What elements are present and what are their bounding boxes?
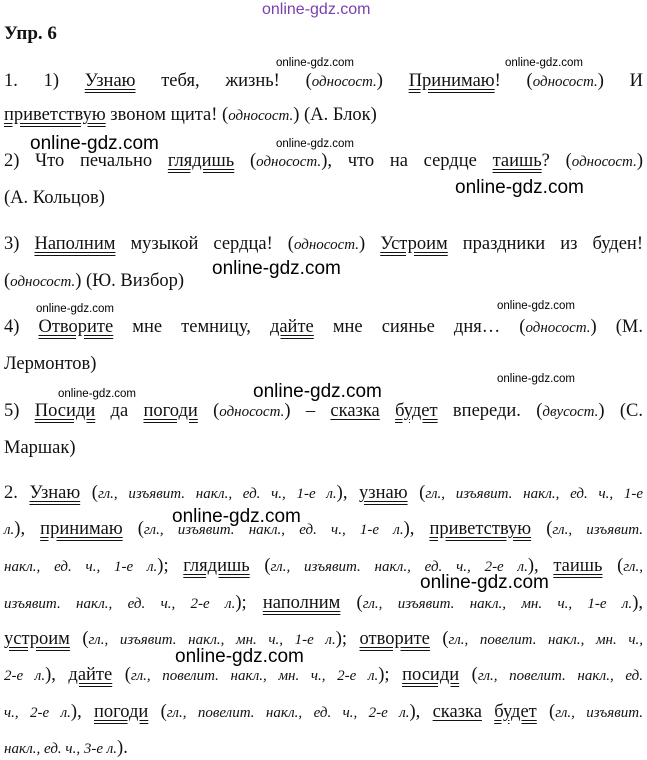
- text-line: [4, 233, 643, 256]
- text-run: [482, 702, 494, 722]
- text-line: [4, 437, 643, 459]
- predicate-word: таишь: [553, 556, 603, 576]
- text-run: (: [122, 519, 144, 539]
- predicate-word: посиди: [402, 665, 460, 685]
- grammar-note: односост.: [525, 320, 591, 336]
- text-line: [4, 518, 643, 541]
- text-run: тебя, жизнь! (: [135, 71, 312, 91]
- text-run: (: [80, 483, 98, 503]
- text-run: ? (: [541, 151, 572, 171]
- text-line: [4, 353, 643, 375]
- text-line: [4, 316, 643, 339]
- grammar-note: гл., повелит. накл., ед.: [477, 668, 643, 684]
- text-run: 1. 1): [4, 71, 85, 91]
- watermark: online-gdz.com: [212, 258, 341, 279]
- subject-word: сказка: [432, 702, 482, 722]
- watermark: online-gdz.com: [505, 57, 583, 69]
- predicate-word: Устроим: [380, 234, 448, 254]
- text-run: праздники из буден!: [447, 234, 643, 254]
- predicate-word: дайте: [68, 665, 113, 685]
- predicate-word: глядишь: [167, 151, 235, 171]
- text-run: ),: [409, 702, 433, 722]
- text-run: [380, 401, 395, 421]
- text-line: [4, 664, 643, 687]
- predicate-word: Наполним: [34, 234, 116, 254]
- watermark: online-gdz.com: [30, 133, 159, 154]
- grammar-note: гл., повелит. накл., ед. ч., 2-е л.: [166, 705, 410, 721]
- text-run: ),: [14, 519, 41, 539]
- grammar-note: гл., изъявит. накл., мн. ч., 1-е л.: [362, 596, 633, 612]
- text-run: 2) Что печально: [4, 151, 168, 171]
- text-run: (: [429, 629, 449, 649]
- watermark: online-gdz.com: [497, 373, 575, 385]
- watermark: online-gdz.com: [253, 381, 382, 402]
- predicate-word: Узнаю: [29, 483, 81, 503]
- predicate-word: погоди: [143, 401, 198, 421]
- grammar-note: гл., изъявит.: [555, 705, 643, 721]
- grammar-note: гл., изъявит. накл., мн. ч., 1-е л.: [88, 632, 336, 648]
- text-run: (: [148, 702, 167, 722]
- watermark: online-gdz.com: [58, 388, 136, 400]
- text-line: [4, 400, 643, 423]
- predicate-word: Отворите: [38, 317, 114, 337]
- predicate-word: дайте: [269, 317, 314, 337]
- text-run: ) (Ю. Визбор): [75, 271, 185, 291]
- text-line: [4, 701, 643, 724]
- text-run: ),: [70, 702, 94, 722]
- text-run: 3): [4, 234, 35, 254]
- predicate-word: отворите: [359, 629, 430, 649]
- text-run: ), что на сердце: [321, 151, 493, 171]
- watermark: online-gdz.com: [420, 572, 549, 593]
- text-run: ): [636, 151, 643, 171]
- watermark: online-gdz.com: [172, 506, 301, 527]
- text-run: 4): [4, 317, 39, 337]
- text-run: ) –: [284, 401, 331, 421]
- text-run: 5): [4, 401, 35, 421]
- text-run: ) (М.: [590, 317, 643, 337]
- text-line: [4, 628, 643, 651]
- text-run: мне сиянье дня… (: [313, 317, 526, 337]
- text-run: (: [459, 665, 478, 685]
- text-run: );: [157, 556, 184, 576]
- predicate-word: будет: [395, 401, 438, 421]
- grammar-note: накл., ед. ч., 3-е л.: [4, 741, 118, 757]
- watermark: online-gdz.com: [455, 177, 584, 198]
- grammar-note: гл., изъявит. накл., ед. ч., 2-е л.: [270, 559, 528, 575]
- text-run: ),: [527, 556, 554, 576]
- text-run: (: [249, 556, 271, 576]
- text-line: [4, 592, 643, 615]
- predicate-word: приветствую: [429, 519, 532, 539]
- text-run: ) (С.: [598, 401, 643, 421]
- text-run: впереди. (: [437, 401, 543, 421]
- grammar-note: односост.: [219, 404, 285, 420]
- text-run: (А. Кольцов): [4, 188, 105, 208]
- grammar-note: изъявит. накл., ед. ч., 2-е л.: [4, 596, 236, 612]
- predicate-word: принимаю: [40, 519, 123, 539]
- text-line: [4, 737, 643, 760]
- text-run: (: [602, 556, 624, 576]
- watermark-top: online-gdz.com: [262, 1, 371, 18]
- grammar-note: ч., 2-е л.: [4, 705, 71, 721]
- grammar-note: гл., изъявит. накл., ед. ч., 1-е: [425, 486, 644, 502]
- grammar-note: односост.: [571, 154, 637, 170]
- text-line: [4, 482, 643, 505]
- watermark: online-gdz.com: [497, 300, 575, 312]
- grammar-note: гл., повелит. накл., мн. ч., 2-е л.: [130, 668, 379, 684]
- text-run: музыкой сердца! (: [115, 234, 294, 254]
- text-run: (: [197, 401, 220, 421]
- grammar-note: односост.: [532, 74, 598, 90]
- predicate-word: Принимаю: [408, 71, 495, 91]
- text-run: ): [376, 71, 409, 91]
- text-run: Маршак): [4, 438, 76, 458]
- text-line: [4, 104, 643, 127]
- text-run: (: [234, 151, 257, 171]
- predicate-word: погоди: [94, 702, 149, 722]
- grammar-note: гл.,: [623, 559, 643, 575]
- text-run: ) И: [597, 71, 643, 91]
- text-run: (: [4, 271, 11, 291]
- text-run: ),: [45, 665, 69, 685]
- grammar-note: двусост.: [542, 404, 599, 420]
- predicate-word: таишь: [492, 151, 542, 171]
- grammar-note: гл., изъявит.: [552, 522, 643, 538]
- page-title: Упр. 6: [4, 23, 57, 44]
- text-run: (: [531, 519, 553, 539]
- text-run: );: [335, 629, 360, 649]
- text-run: ),: [403, 519, 430, 539]
- predicate-word: устроим: [4, 629, 70, 649]
- grammar-note: л.: [4, 522, 15, 538]
- text-run: );: [235, 593, 263, 613]
- watermark: online-gdz.com: [36, 303, 114, 315]
- grammar-note: накл., ед. ч., 1-е л.: [4, 559, 158, 575]
- text-run: да: [95, 401, 144, 421]
- text-run: звоном щита! (: [105, 105, 229, 125]
- text-run: (: [407, 483, 426, 503]
- text-run: ).: [117, 738, 128, 758]
- text-run: ) (А. Блок): [293, 105, 377, 125]
- predicate-word: узнаю: [359, 483, 408, 503]
- grammar-note: гл., повелит. накл., мн. ч.,: [448, 632, 643, 648]
- text-run: ),: [336, 483, 360, 503]
- predicate-word: приветствую: [4, 105, 106, 125]
- text-run: Лермонтов): [4, 354, 97, 374]
- grammar-note: гл., изъявит. накл., ед. ч., 1-е л.: [143, 522, 404, 538]
- text-run: ): [359, 234, 381, 254]
- text-run: 2.: [4, 483, 30, 503]
- predicate-word: наполним: [262, 593, 341, 613]
- grammar-note: односост.: [293, 237, 360, 253]
- predicate-word: Посиди: [34, 401, 96, 421]
- text-run: ! (: [494, 71, 533, 91]
- subject-word: сказка: [330, 401, 380, 421]
- text-run: (: [340, 593, 363, 613]
- predicate-word: будет: [494, 702, 537, 722]
- grammar-note: односост.: [10, 274, 76, 290]
- text-run: мне темницу,: [113, 317, 270, 337]
- grammar-note: односост.: [256, 154, 322, 170]
- grammar-note: гл., изъявит. накл., ед. ч., 1-е л.: [97, 486, 337, 502]
- predicate-word: Узнаю: [84, 71, 136, 91]
- grammar-note: односост.: [228, 108, 294, 124]
- grammar-note: односост.: [311, 74, 377, 90]
- grammar-note: 2-е л.: [4, 668, 46, 684]
- text-run: ),: [632, 593, 643, 613]
- text-run: (: [69, 629, 89, 649]
- text-line: [4, 70, 643, 93]
- watermark: online-gdz.com: [276, 138, 354, 150]
- text-run: );: [378, 665, 403, 685]
- watermark: online-gdz.com: [175, 646, 304, 667]
- predicate-word: глядишь: [183, 556, 250, 576]
- text-run: (: [536, 702, 556, 722]
- watermark: online-gdz.com: [276, 57, 354, 69]
- text-run: (: [112, 665, 131, 685]
